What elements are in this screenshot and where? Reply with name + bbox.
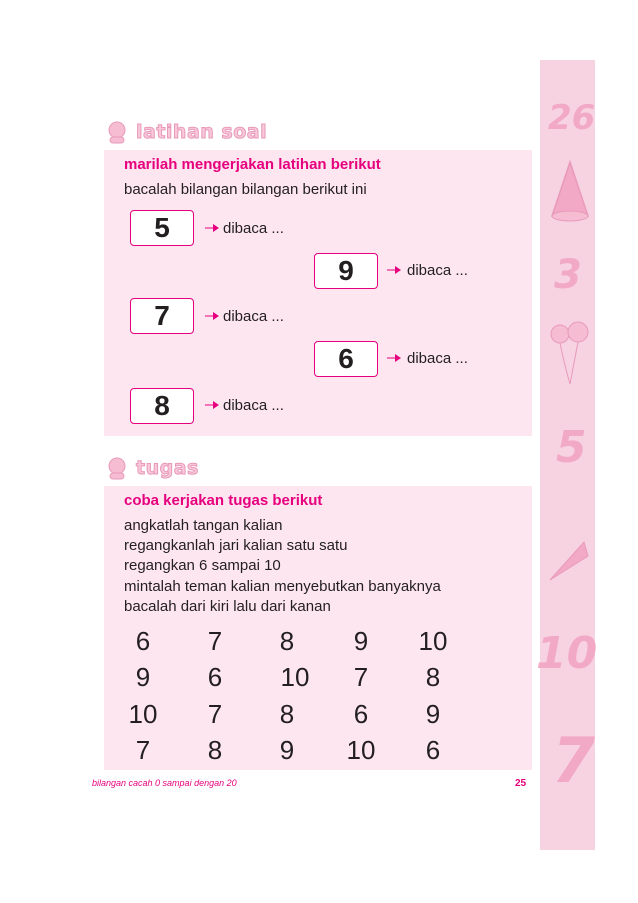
decor-number: 26 [548,98,596,138]
grid-number: 9 [425,699,441,729]
tugas-title: coba kerjakan tugas berikut [124,492,323,509]
read-prompt: dibaca ... [223,220,284,237]
decor-number: 3 [554,252,582,298]
grid-number: 7 [135,735,151,765]
grid-number: 9 [353,626,369,656]
decor-number: 5 [556,422,587,473]
grid-number: 10 [418,626,448,656]
tugas-line: mintalah teman kalian menyebutkan banyaknya [124,578,441,595]
page-number: 25 [515,778,527,789]
grid-number: 7 [207,626,223,656]
tugas-line: bacalah dari kiri lalu dari kanan [124,598,331,615]
grid-number: 7 [353,662,369,692]
number-box: 6 [314,341,378,377]
number-box: 9 [314,253,378,289]
decor-number: 10 [536,628,598,679]
section-heading-label: tugas [136,457,199,479]
arrow-right-icon [205,312,219,320]
grid-number: 6 [207,662,223,692]
section-heading-tugas [104,456,199,480]
grid-number: 7 [207,699,223,729]
child-mascot-icon [104,456,130,480]
tugas-line: angkatlah tangan kalian [124,517,283,534]
read-prompt: dibaca ... [407,350,468,367]
grid-number: 8 [279,699,295,729]
read-prompt: dibaca ... [223,308,284,325]
grid-number: 8 [207,735,223,765]
grid-number: 10 [128,699,158,729]
arrow-right-icon [387,266,401,274]
arrow-right-icon [205,224,219,232]
grid-number: 6 [135,626,151,656]
section-heading-label: latihan soal [136,121,268,143]
grid-number: 6 [425,735,441,765]
section-heading-latihan [104,120,267,144]
grid-number: 10 [280,662,310,692]
latihan-title: marilah mengerjakan latihan berikut [124,156,381,173]
balloons-icon [546,318,594,388]
tugas-line: regangkan 6 sampai 10 [124,557,281,574]
number-box: 7 [130,298,194,334]
decorative-strip [536,60,598,850]
read-prompt: dibaca ... [223,397,284,414]
arrow-right-icon [387,354,401,362]
read-prompt: dibaca ... [407,262,468,279]
number-box: 8 [130,388,194,424]
party-hat-icon [548,160,592,222]
decor-number: 7 [552,724,596,797]
grid-number: 8 [425,662,441,692]
grid-number: 9 [135,662,151,692]
footer-chapter-title: bilangan cacah 0 sampai dengan 20 [92,778,237,788]
number-box: 5 [130,210,194,246]
grid-number: 6 [353,699,369,729]
party-horn-icon [544,536,592,586]
child-mascot-icon [104,120,130,144]
latihan-instruction: bacalah bilangan bilangan berikut ini [124,181,367,198]
grid-number: 10 [346,735,376,765]
tugas-line: regangkanlah jari kalian satu satu [124,537,348,554]
arrow-right-icon [205,401,219,409]
grid-number: 8 [279,626,295,656]
grid-number: 9 [279,735,295,765]
